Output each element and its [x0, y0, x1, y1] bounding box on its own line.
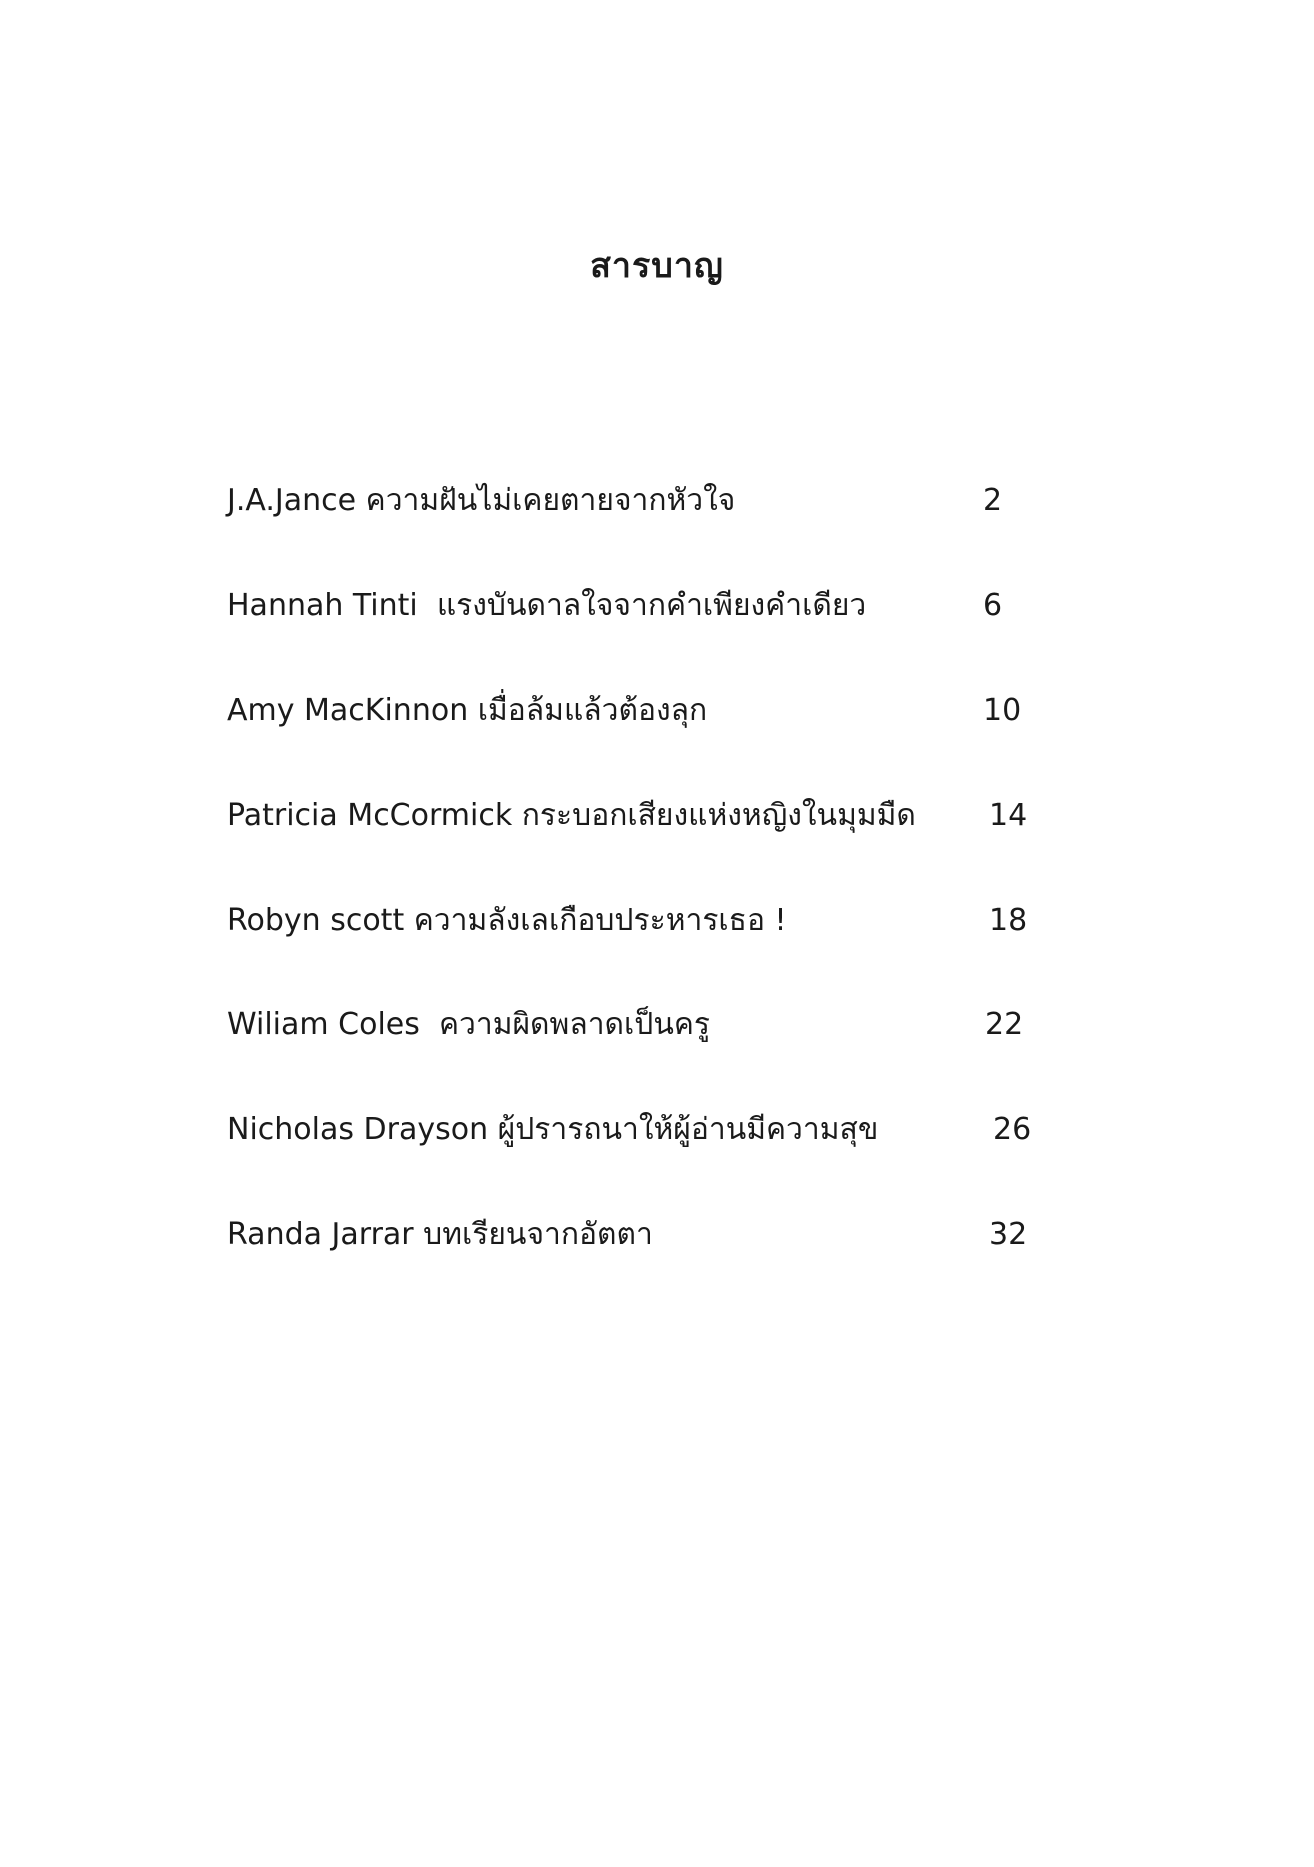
toc-entry	[227, 1105, 1047, 1155]
toc-entry	[227, 581, 1047, 631]
toc-entry-text: Patricia McCormick กระบอกเสียงแห่งหญิงในมุมมืด	[227, 798, 916, 833]
toc-entry-page: 18	[989, 903, 1028, 938]
toc-entry-text: Wiliam Coles ความผิดพลาดเป็นครู	[227, 1007, 711, 1042]
toc-entry	[227, 476, 1047, 526]
toc-entry-text: Nicholas Drayson ผู้ปรารถนาให้ผู้อ่านมีความสุข	[227, 1112, 879, 1147]
toc-entry-page: 22	[985, 1007, 1024, 1042]
toc-entry-text: J.A.Jance ความฝันไม่เคยตายจากหัวใจ	[227, 483, 736, 518]
toc-entry-text: Robyn scott ความลังเลเกือบประหารเธอ !	[227, 903, 787, 938]
toc-entry-page: 10	[983, 693, 1022, 728]
toc-entry-page: 2	[983, 483, 1003, 518]
toc-entry-text: Randa Jarrar บทเรียนจากอัตตา	[227, 1217, 653, 1252]
toc-entry	[227, 686, 1047, 736]
toc-entry-page: 26	[993, 1112, 1032, 1147]
toc-entry-page: 32	[989, 1217, 1028, 1252]
page-title: สารบาญ	[590, 246, 724, 286]
toc-entry-page: 6	[983, 588, 1003, 623]
toc-entry-text: Hannah Tinti แรงบันดาลใจจากคำเพียงคำเดียว	[227, 588, 867, 623]
toc-entry	[227, 791, 1047, 841]
toc-entry-page: 14	[989, 798, 1028, 833]
toc-entry	[227, 1000, 1047, 1050]
toc-entry	[227, 1210, 1047, 1260]
toc-entry-text: Amy MacKinnon เมื่อล้มแล้วต้องลุก	[227, 693, 708, 728]
toc-entry	[227, 896, 1047, 946]
